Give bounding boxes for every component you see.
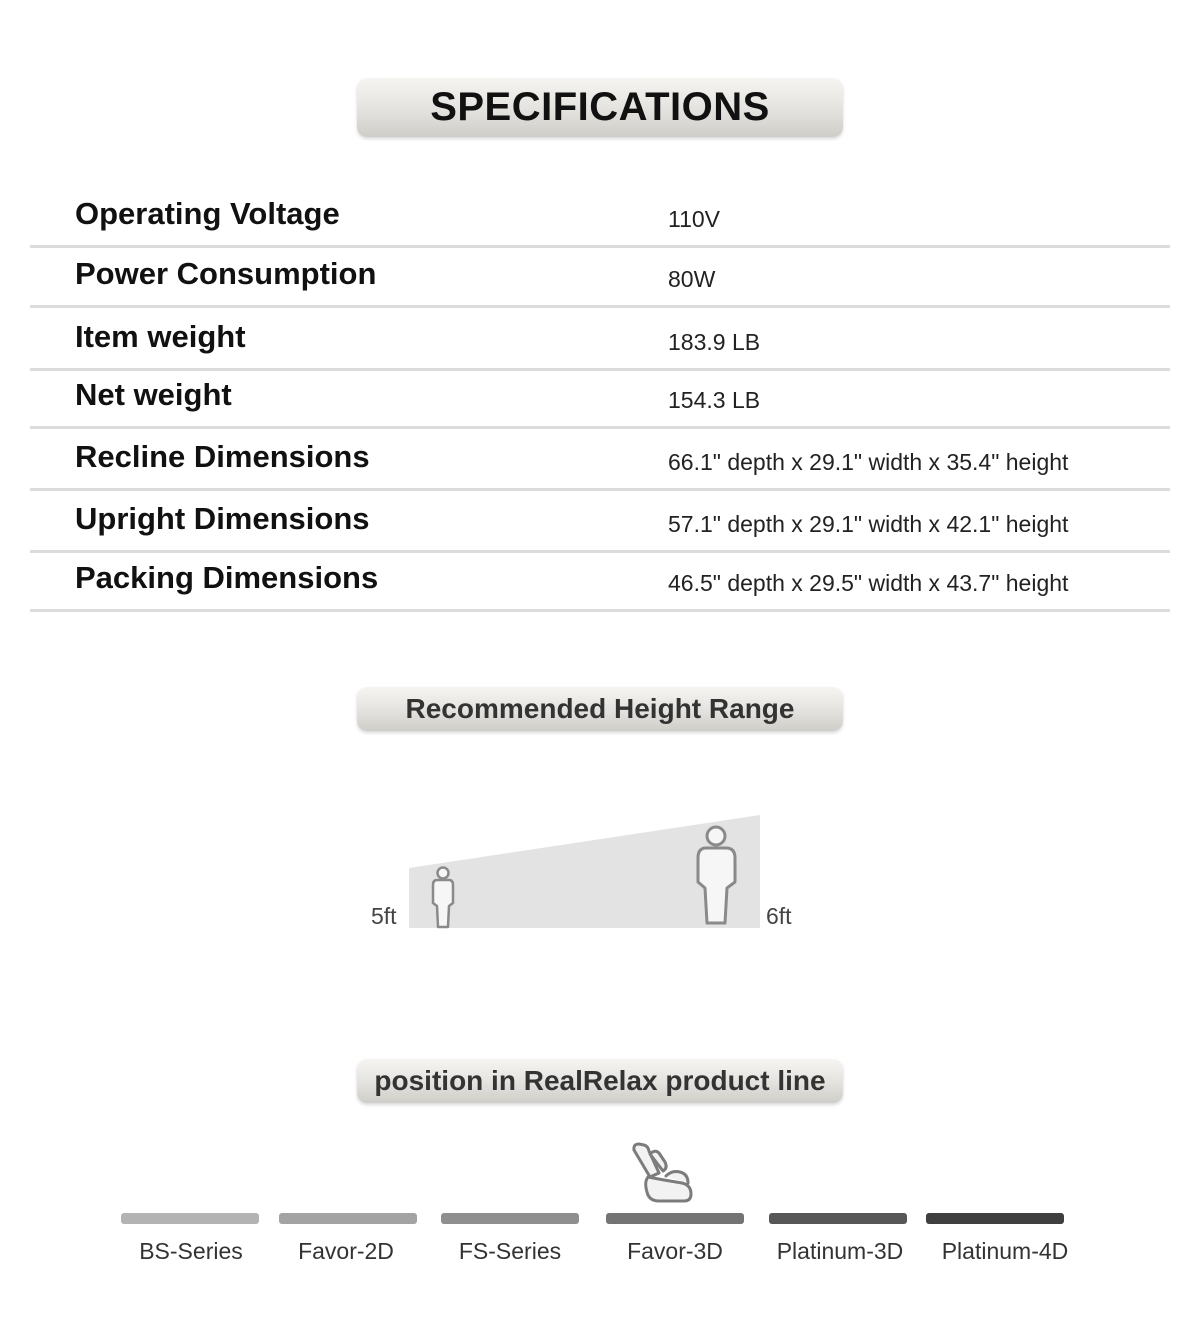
product-name-platinum-3d: Platinum-3D bbox=[776, 1238, 904, 1264]
spec-row-upright-dimensions bbox=[30, 491, 1170, 553]
spec-row-net-weight bbox=[30, 371, 1170, 429]
product-name-favor-2d: Favor-2D bbox=[298, 1238, 394, 1264]
spec-row-packing-dimensions bbox=[30, 553, 1170, 612]
product-bar-platinum-4d bbox=[926, 1213, 1064, 1224]
person-icon bbox=[698, 827, 735, 923]
specifications-header bbox=[357, 78, 843, 137]
spec-label: Power Consumption bbox=[75, 256, 377, 291]
spec-row-recline-dimensions bbox=[30, 429, 1170, 491]
product-bar-bs-series bbox=[121, 1213, 259, 1224]
product-name-favor-3d: Favor-3D bbox=[627, 1238, 723, 1264]
spec-label: Net weight bbox=[75, 377, 232, 412]
spec-value: 80W bbox=[668, 266, 716, 292]
product-name-bs-series: BS-Series bbox=[139, 1238, 243, 1264]
spec-label: Recline Dimensions bbox=[75, 439, 370, 474]
product-name-fs-series: FS-Series bbox=[458, 1238, 562, 1264]
spec-value: 110V bbox=[668, 206, 721, 232]
height-range-wedge bbox=[409, 815, 760, 928]
spec-row-item-weight bbox=[30, 308, 1170, 371]
spec-label: Upright Dimensions bbox=[75, 501, 370, 536]
product-bar-favor-2d bbox=[279, 1213, 417, 1224]
spec-row-operating-voltage bbox=[30, 183, 1170, 248]
height-range-title: Recommended Height Range bbox=[405, 693, 795, 724]
massage-chair-icon bbox=[628, 1140, 696, 1208]
height-range-header bbox=[357, 687, 843, 731]
spec-table bbox=[30, 183, 1170, 612]
spec-label: Operating Voltage bbox=[75, 196, 340, 231]
product-bar-fs-series bbox=[441, 1213, 579, 1224]
spec-value: 66.1" depth x 29.1" width x 35.4" height bbox=[668, 449, 1069, 475]
spec-value: 46.5" depth x 29.5" width x 43.7" height bbox=[668, 570, 1069, 596]
spec-value: 154.3 LB bbox=[668, 387, 761, 413]
product-name-platinum-4d: Platinum-4D bbox=[941, 1238, 1069, 1264]
spec-value: 57.1" depth x 29.1" width x 42.1" height bbox=[668, 511, 1069, 537]
product-line-title: position in RealRelax product line bbox=[374, 1065, 826, 1096]
product-bar-favor-3d bbox=[606, 1213, 744, 1224]
spec-label: Packing Dimensions bbox=[75, 560, 379, 595]
person-icon bbox=[433, 868, 453, 928]
product-line-header bbox=[357, 1059, 843, 1103]
height-max-label: 6ft bbox=[766, 903, 792, 929]
product-bar-platinum-3d bbox=[769, 1213, 907, 1224]
height-min-label: 5ft bbox=[371, 903, 397, 929]
specifications-title: SPECIFICATIONS bbox=[430, 85, 770, 129]
spec-label: Item weight bbox=[75, 319, 246, 354]
spec-row-power-consumption bbox=[30, 248, 1170, 308]
spec-value: 183.9 LB bbox=[668, 329, 761, 355]
